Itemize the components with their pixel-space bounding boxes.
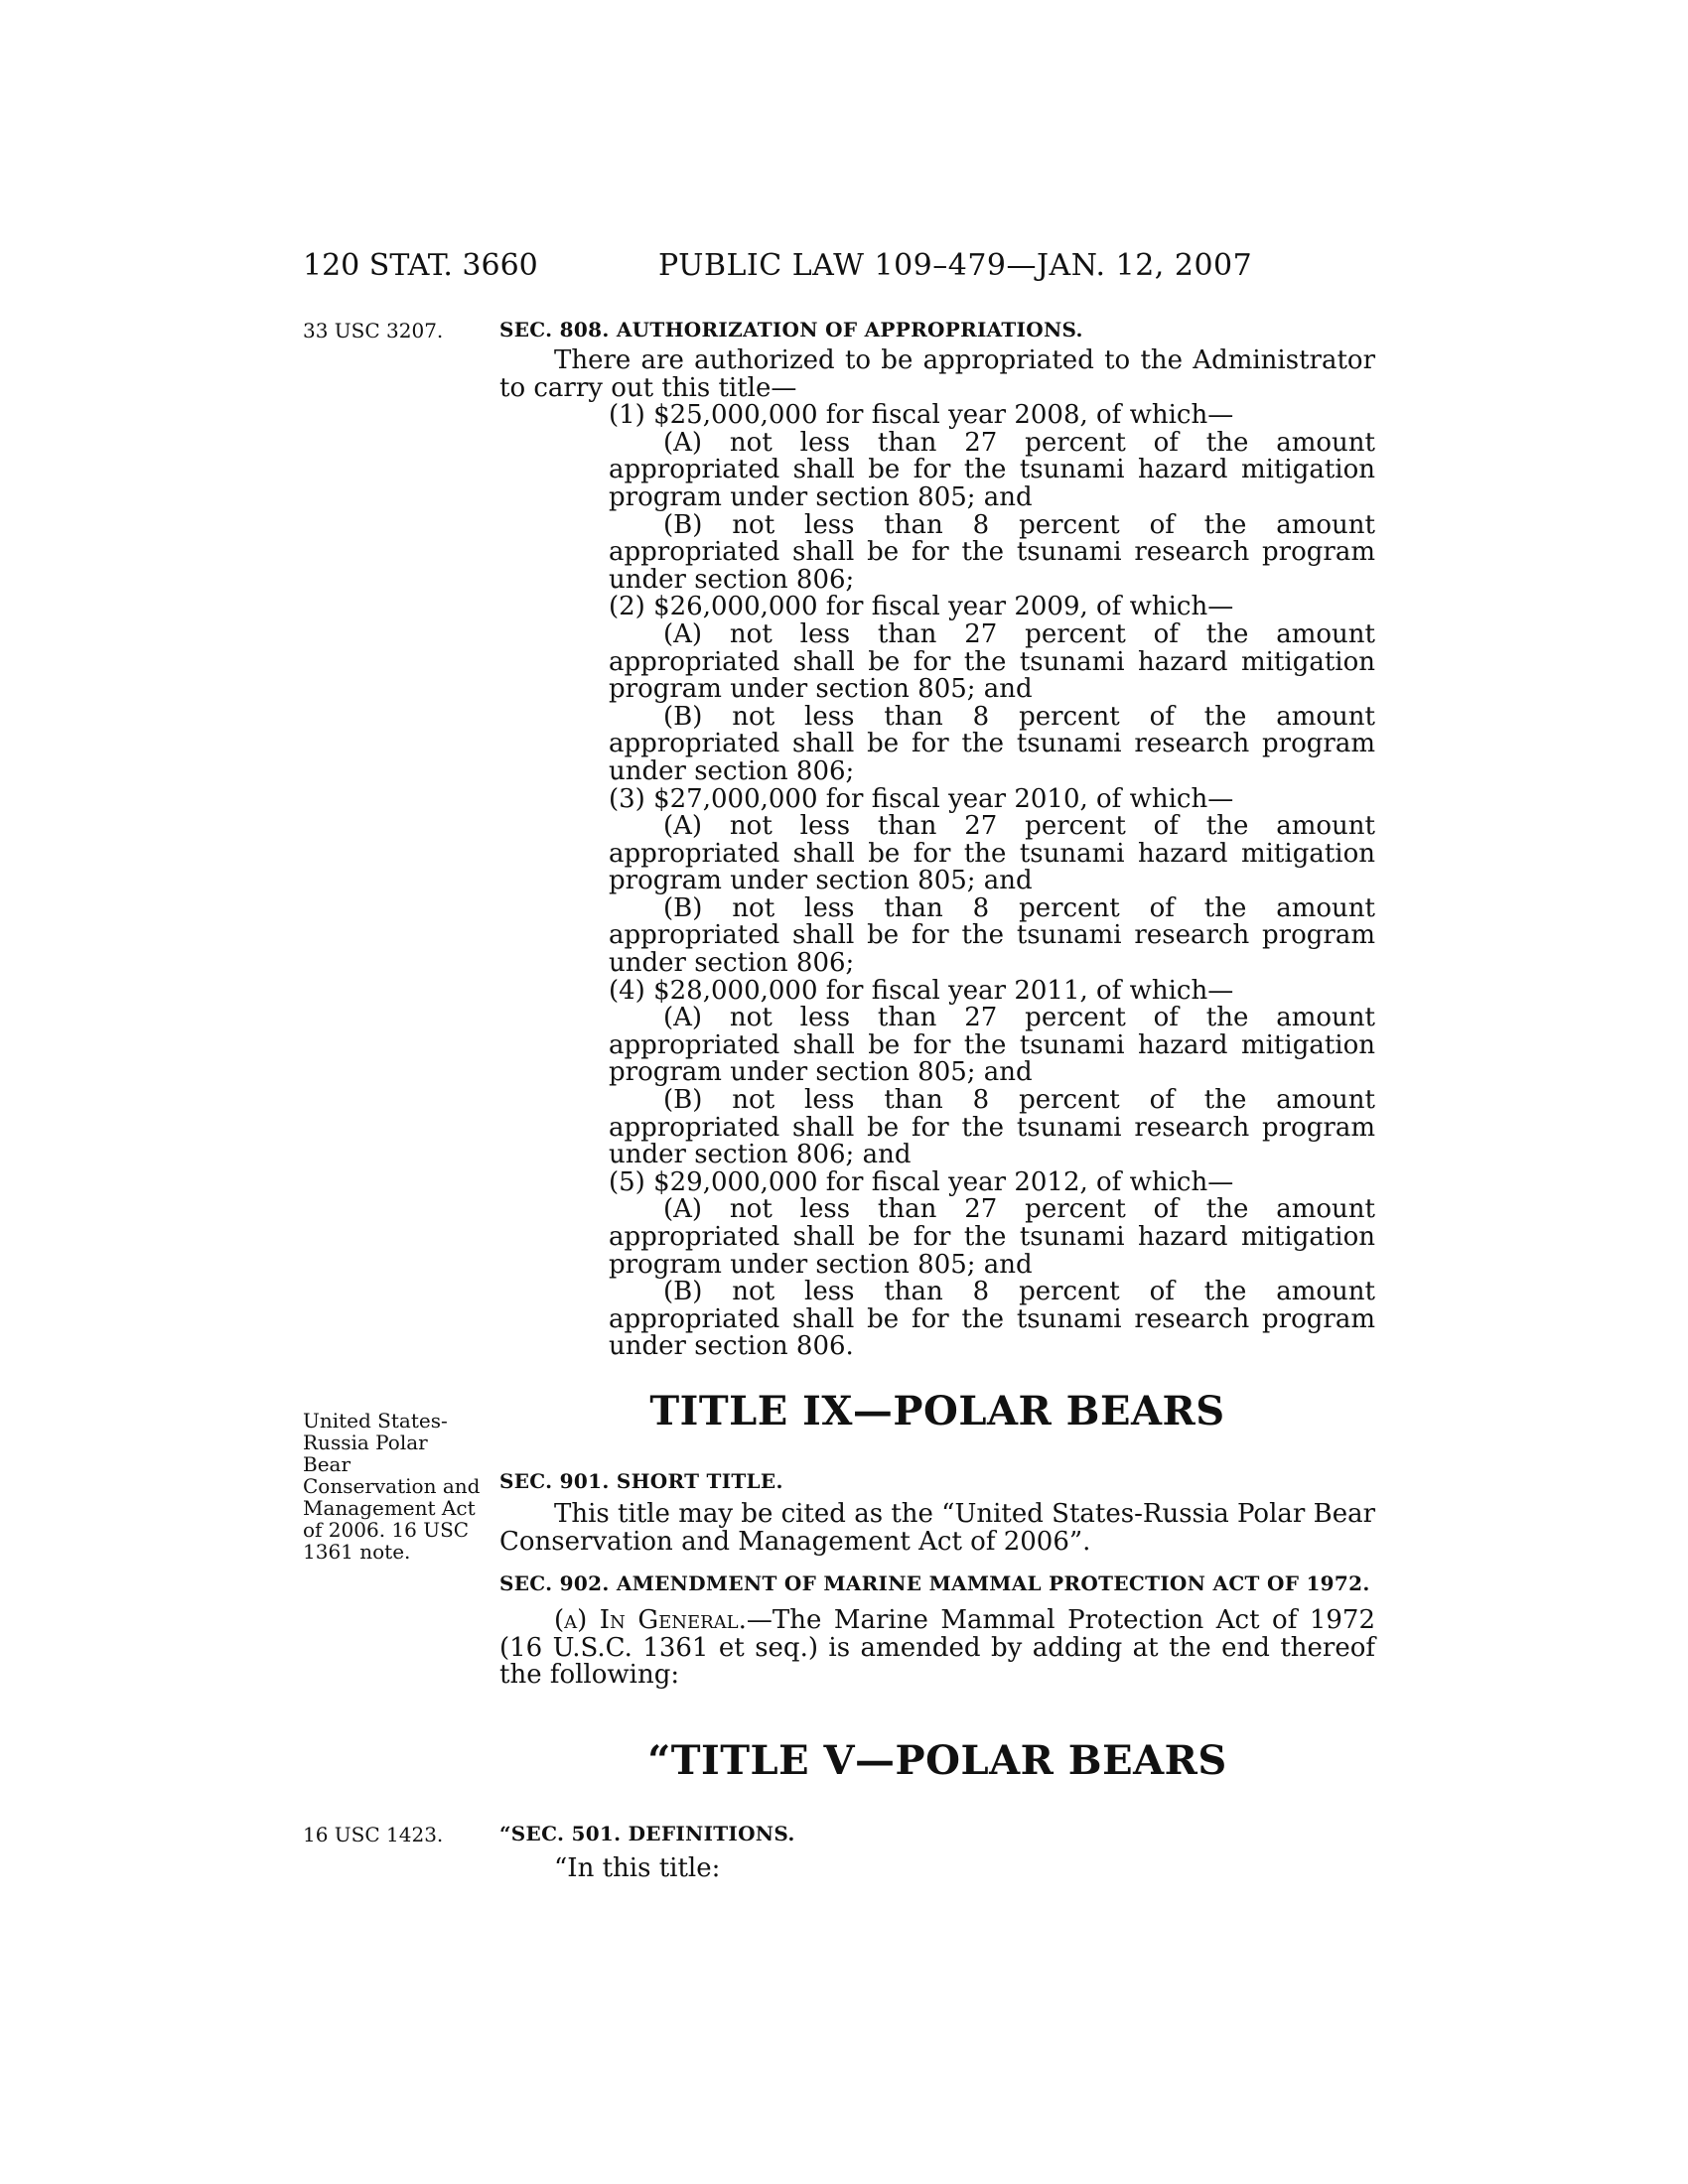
section-808-heading: SEC. 808. AUTHORIZATION OF APPROPRIATIONS. bbox=[499, 318, 1083, 341]
item-4: (4) $28,000,000 for fiscal year 2011, of which— bbox=[609, 975, 1234, 1006]
item-1-b: (B) not less than 8 percent of the amount appropriated shall be for the tsunami research program under section 806; bbox=[609, 509, 1375, 595]
section-901-heading: SEC. 901. SHORT TITLE. bbox=[499, 1469, 783, 1493]
margin-note-16-usc-1423: 16 USC 1423. bbox=[303, 1823, 444, 1846]
title-v-heading: “TITLE V—POLAR BEARS bbox=[647, 1737, 1227, 1784]
section-501 bbox=[499, 1822, 1375, 1883]
item-3-a: (A) not less than 27 percent of the amount appropriated shall be for the tsunami hazard mitigation program under section 805; and bbox=[609, 811, 1375, 896]
item-5-b: (B) not less than 8 percent of the amount appropriated shall be for the tsunami research program under section 806. bbox=[609, 1277, 1375, 1362]
margin-note-33-usc-3207: 33 USC 3207. bbox=[303, 319, 444, 342]
section-501-text: “In this title: bbox=[554, 1853, 721, 1883]
item-2: (2) $26,000,000 for fiscal year 2009, of which— bbox=[609, 592, 1234, 622]
section-902-subsection-a bbox=[499, 1607, 1375, 1690]
section-808-intro: There are authorized to be appropriated to the Administrator to carry out this title— bbox=[499, 345, 1375, 403]
item-1-a: (A) not less than 27 percent of the amount appropriated shall be for the tsunami hazard mitigation program under section 805; and bbox=[609, 427, 1375, 512]
item-2-a: (A) not less than 27 percent of the amount appropriated shall be for the tsunami hazard mitigation program under section 805; and bbox=[609, 618, 1375, 705]
subsection-a-text: —The Marine Mammal Protection Act of 1972 (16 U.S.C. 1361 et seq.) is amended by adding at the end thereof the following: bbox=[499, 1605, 1375, 1691]
item-5: (5) $29,000,000 for fiscal year 2012, of which— bbox=[609, 1166, 1234, 1197]
section-501-heading: “SEC. 501. DEFINITIONS. bbox=[499, 1822, 795, 1845]
item-1: (1) $25,000,000 for fiscal year 2008, of which— bbox=[609, 400, 1234, 431]
item-3: (3) $27,000,000 for fiscal year 2010, of which— bbox=[609, 783, 1234, 814]
section-902 bbox=[499, 1571, 1375, 1690]
item-4-a: (A) not less than 27 percent of the amount appropriated shall be for the tsunami hazard mitigation program under section 805; and bbox=[609, 1003, 1375, 1088]
margin-note-short-title: United States-Russia Polar Bear Conservation and Management Act of 2006. 16 USC 1361 note. bbox=[303, 1409, 481, 1564]
subsection-a-label: (a) In General. bbox=[554, 1605, 747, 1635]
section-901 bbox=[499, 1469, 1375, 1556]
statute-page-number: 120 STAT. 3660 bbox=[303, 248, 538, 283]
title-ix-heading: TITLE IX—POLAR BEARS bbox=[649, 1388, 1225, 1434]
section-901-text: This title may be cited as the “United States-Russia Polar Bear Conservation and Management Act of 2006”. bbox=[499, 1499, 1376, 1557]
section-902-heading: SEC. 902. AMENDMENT OF MARINE MAMMAL PROTECTION ACT OF 1972. bbox=[499, 1571, 1370, 1595]
item-5-a: (A) not less than 27 percent of the amount appropriated shall be for the tsunami hazard mitigation program under section 805; and bbox=[609, 1194, 1375, 1280]
public-law-citation: PUBLIC LAW 109–479—JAN. 12, 2007 bbox=[658, 248, 1253, 283]
running-header bbox=[303, 248, 1375, 292]
item-3-b: (B) not less than 8 percent of the amount appropriated shall be for the tsunami research program under section 806; bbox=[609, 892, 1375, 979]
section-808 bbox=[499, 318, 1375, 1361]
item-4-b: (B) not less than 8 percent of the amount appropriated shall be for the tsunami research program under section 806; and bbox=[609, 1085, 1375, 1170]
item-2-b: (B) not less than 8 percent of the amount appropriated shall be for the tsunami research program under section 806; bbox=[609, 701, 1375, 786]
